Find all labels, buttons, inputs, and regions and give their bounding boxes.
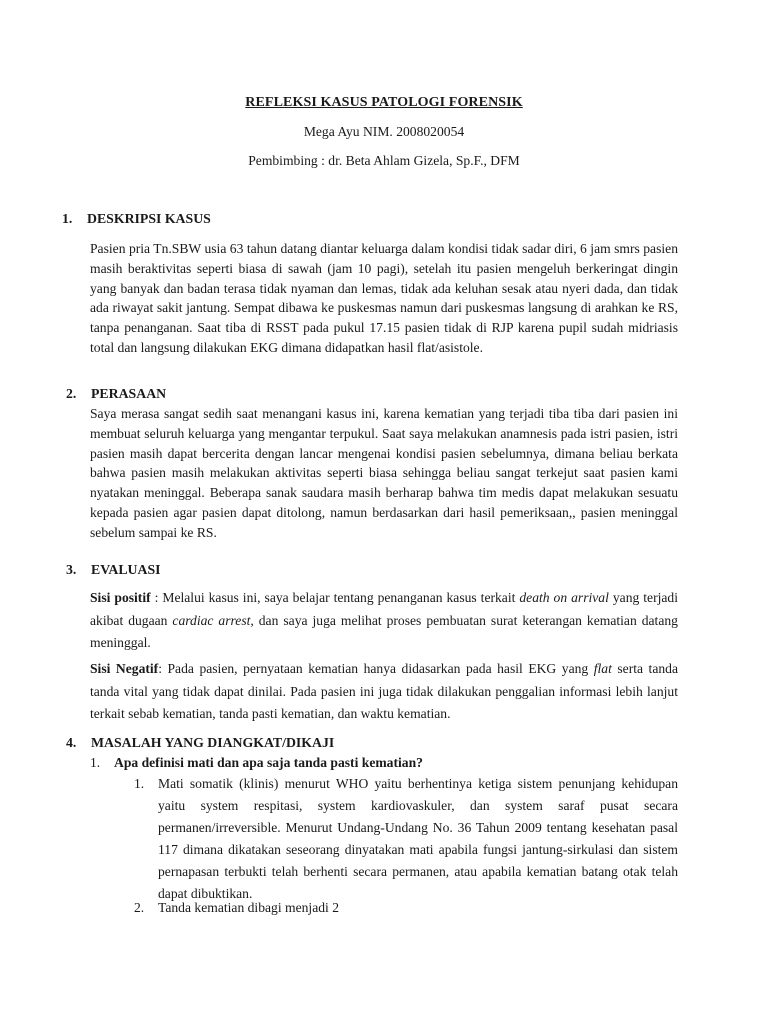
section-body-perasaan: Saya merasa sangat sedih saat menangani kasus ini, karena kematian yang terjadi tiba tiba dari pasien ini membuat seluruh keluarga yang mengantar terpukul. Saat saya melakukan anamnesis pada istri pasien, istri pasien masih dapat bercerita dengan lancar mengenai kondisi pasien sebelumnya, dimana beliau berkata bahwa pasien masih melakukan aktivitas seperti biasa sehingga beliau sangat terkejut saat pasien kami nyatakan meninggal. Beberapa sanak saudara masih berharap bahwa tim medis dapat melakukan sesuatu kepada pasien agar pasien dapat ditolong, namun berdasarkan dari hasil pemeriksaan,, pasien meninggal sebelum sampai ke RS. [90,406,678,540]
negative-text-2: serta tanda tanda vital yang tidak dapat dinilai. Pada pasien ini juga tidak dilakukan penggalian informasi lebih lanjut terkait sebab kematian, tanda pasti kematian, dan waktu kematian. [90,661,678,721]
advisor-line: Pembimbing : dr. Beta Ahlam Gizela, Sp.F., DFM [248,153,520,168]
negative-term-flat: flat [593,661,612,676]
section-number: 3. [66,562,77,577]
section-title: DESKRIPSI KASUS [87,211,211,226]
section-title: PERASAAN [91,386,167,401]
author-line: Mega Ayu NIM. 2008020054 [303,124,465,139]
document-page: REFLEKSI KASUS PATOLOGI FORENSIK Mega Ayu NIM. 2008020054 Pembimbing : dr. Beta Ahlam Gizela, Sp.F., DFM 1. DESKRIPSI KASUS Pasien pria Tn.SBW usia 63 tahun datang diantar keluarga dalam kondisi tidak sadar diri, 6 jam smrs pasien masih beraktivitas seperti biasa di sawah (jam 10 pagi), setelah itu pasien mengeluh berkeringat dingin yang banyak dan badan terasa tidak nyaman dan lemas, tidak ada keluhan sesak atau nyeri dada, dan tidak ada riwayat sakit jantung. Sempat dibawa ke puskesmas namun dari puskesmas langsung di arahkan ke RS, tanpa penanganan. Saat tiba di RSST pada pukul 17.15 pasien tidak di RJP karena pupil sudah midriasis total dan langsung dilakukan EKG dimana didapatkan hasil flat/asistole. 2. PERASAAN Saya merasa sangat sedih saat menangani kasus ini, karena kematian yang terjadi tiba tiba dari pasien ini membuat seluruh keluarga yang mengantar terpukul. Saat saya melakukan anamnesis pada istri pasien, istri pasien masih dapat bercerita dengan lancar mengenai kondisi pasien sebelumnya, dimana beliau berkata bahwa pasien masih melakukan aktivitas seperti biasa sehingga beliau sangat terkejut saat pasien kami nyatakan meninggal. Beberapa sanak saudara masih berharap bahwa tim medis dapat melakukan sesuatu kepada pasien agar pasien dapat ditolong, namun berdasarkan dari hasil pemeriksaan,, pasien meninggal sebelum sampai ke RS. 3. EVALUASI Sisi positif : Melalui kasus ini, saya belajar tentang penanganan kasus terkait death on arrival yang terjadi akibat dugaan cardiac arrest, dan saya juga melihat proses pembuatan surat keterangan kematian datang meninggal. Sisi Negatif: Pada pasien, pernyataan kematian hanya didasarkan pada hasil EKG yang flat serta tanda tanda vital yang tidak dapat dinilai. Pada pasien ini juga tidak dilakukan penggalian informasi lebih lanjut terkait sebab kematian, tanda pasti kematian, dan waktu kematian. 4. MASALAH YANG DIANGKAT/DIKAJI 1. Apa definisi mati dan apa saja tanda pasti kematian? 1. Mati somatik (klinis) menurut WHO yaitu berhentinya ketiga sistem penunjang kehidupan yaitu system respitasi, system kardiovaskuler, dan system saraf pusat secara permanen/irreversible. Menurut Undang-Undang No. 36 Tahun 2009 tentang kesehatan pasal 117 dimana dikatakan seseorang dinyatakan mati apabila fungsi jantung-sirkulasi dan sistem pernapasan terbukti telah berhenti secara permanen, atau apabila kematian batang otak telah dapat dibuktikan. 2. Tanda kematian dibagi menjadi 2 [0,0,768,1024]
answer-number-2: 2. [134,900,145,915]
positive-text: : Melalui kasus ini, saya belajar tentang penanganan kasus terkait [150,590,520,605]
positive-label: Sisi positif [90,590,151,605]
section-title: EVALUASI [91,562,161,577]
document-title: REFLEKSI KASUS PATOLOGI FORENSIK [245,95,523,110]
negative-text: : Pada pasien, pernyataan kematian hanya didasarkan pada hasil EKG yang [158,661,594,676]
negative-label: Sisi Negatif [90,661,159,676]
positive-text-3: , dan saya juga melihat proses pembuatan surat keterangan kematian datang meninggal. [90,612,678,650]
question-text: Apa definisi mati dan apa saja tanda pasti kematian? [114,755,423,770]
question-number: 1. [90,755,101,770]
section-body-deskripsi: Pasien pria Tn.SBW usia 63 tahun datang diantar keluarga dalam kondisi tidak sadar diri, 6 jam smrs pasien masih beraktivitas seperti biasa di sawah (jam 10 pagi), setelah itu pasien mengeluh berkeringat dingin yang banyak dan badan terasa tidak nyaman dan lemas, tidak ada keluhan sesak atau nyeri dada, dan tidak ada riwayat sakit jantung. Sempat dibawa ke puskesmas namun dari puskesmas langsung di arahkan ke RS, tanpa penanganan. Saat tiba di RSST pada pukul 17.15 pasien tidak di RJP karena pupil sudah midriasis total dan langsung dilakukan EKG dimana didapatkan hasil flat/asistole. [90,241,678,355]
positive-text-2: yang terjadi akibat dugaan [90,590,678,628]
section-number: 1. [62,211,73,226]
evaluation-positive [90,587,678,655]
positive-term-cardiac: cardiac arrest [172,612,251,628]
answer-body-2: Tanda kematian dibagi menjadi 2 [158,900,339,915]
answer-body-1: Mati somatik (klinis) menurut WHO yaitu berhentinya ketiga sistem penunjang kehidupan yaitu system respitasi, system kardiovaskuler, dan system saraf pusat secara permanen/irreversible. Menurut Undang-Undang No. 36 Tahun 2009 tentang kesehatan pasal 117 dimana dikatakan seseorang dinyatakan mati apabila fungsi jantung-sirkulasi dan sistem pernapasan terbukti telah berhenti secara permanen, atau apabila kematian batang otak telah dapat dibuktikan. [158,776,678,901]
section-number: 2. [66,386,77,401]
evaluation-negative [90,658,678,726]
section-title: MASALAH YANG DIANGKAT/DIKAJI [91,735,335,750]
section-number: 4. [66,735,77,750]
positive-term-doa: death on arrival [519,590,609,605]
